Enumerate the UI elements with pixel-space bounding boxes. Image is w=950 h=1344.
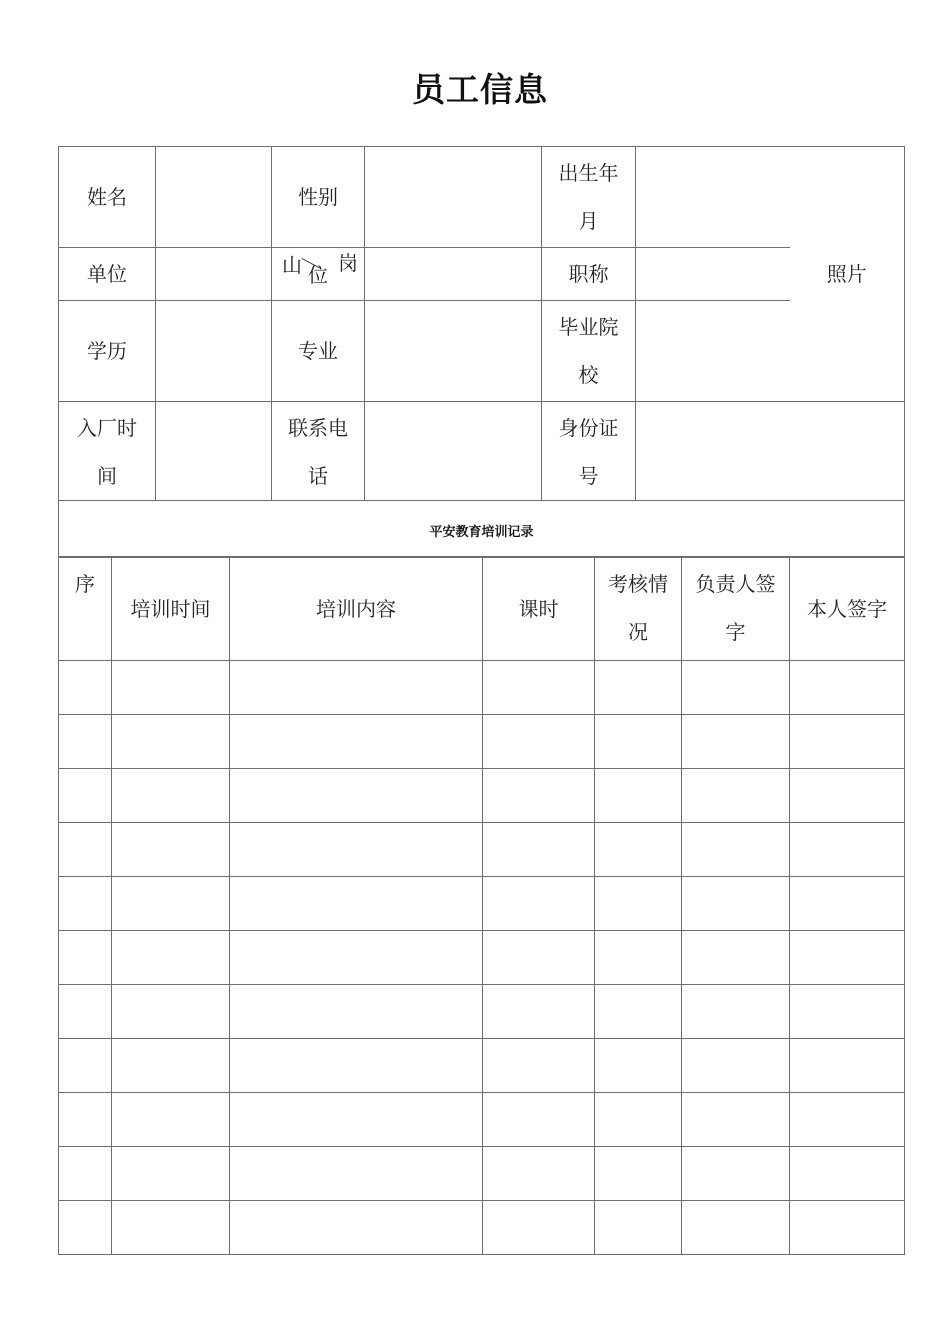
job-title-label: 职称 [542, 248, 636, 301]
seq-cell[interactable] [59, 823, 112, 877]
self-signature-cell[interactable] [790, 769, 905, 823]
assessment-cell[interactable] [595, 769, 682, 823]
seq-cell[interactable] [59, 1093, 112, 1147]
train-content-cell[interactable] [230, 823, 483, 877]
hours-cell[interactable] [483, 985, 595, 1039]
unit-label: 单位 [59, 248, 156, 301]
self-signature-cell[interactable] [790, 823, 905, 877]
leader-signature-cell[interactable] [682, 1093, 790, 1147]
hours-cell[interactable] [483, 1147, 595, 1201]
assessment-cell[interactable] [595, 1201, 682, 1255]
section-title: 平安教育培训记录 [59, 501, 905, 557]
unit-field[interactable] [156, 248, 272, 301]
hours-cell[interactable] [483, 769, 595, 823]
gender-label: 性别 [272, 147, 365, 248]
table-row [59, 985, 905, 1039]
leader-signature-cell[interactable] [682, 823, 790, 877]
train-time-cell[interactable] [112, 1039, 230, 1093]
seq-cell[interactable] [59, 715, 112, 769]
phone-label: 联系电 话 [272, 402, 365, 501]
hours-cell[interactable] [483, 877, 595, 931]
employee-info-table [58, 146, 905, 557]
name-label: 姓名 [59, 147, 156, 248]
table-row [59, 769, 905, 823]
leader-signature-cell[interactable] [682, 715, 790, 769]
major-field[interactable] [365, 301, 542, 402]
self-signature-cell[interactable] [790, 1039, 905, 1093]
seq-cell[interactable] [59, 769, 112, 823]
post-label: 山 位 岗 [272, 248, 365, 301]
train-content-cell[interactable] [230, 1093, 483, 1147]
join-date-label: 入厂时 间 [59, 402, 156, 501]
train-content-cell[interactable] [230, 1147, 483, 1201]
assessment-cell[interactable] [595, 823, 682, 877]
photo-label: 照片 [826, 262, 867, 286]
self-signature-cell[interactable] [790, 931, 905, 985]
header-train-time: 培训时间 [112, 558, 230, 661]
train-content-cell[interactable] [230, 661, 483, 715]
leader-signature-cell[interactable] [682, 1147, 790, 1201]
seq-cell[interactable] [59, 1201, 112, 1255]
self-signature-cell[interactable] [790, 661, 905, 715]
header-train-content: 培训内容 [230, 558, 483, 661]
leader-signature-cell[interactable] [682, 1201, 790, 1255]
assessment-cell[interactable] [595, 931, 682, 985]
train-time-cell[interactable] [112, 661, 230, 715]
school-field[interactable] [636, 301, 790, 402]
self-signature-cell[interactable] [790, 1093, 905, 1147]
train-time-cell[interactable] [112, 931, 230, 985]
train-content-cell[interactable] [230, 1039, 483, 1093]
assessment-cell[interactable] [595, 877, 682, 931]
table-row [59, 1039, 905, 1093]
header-self-signature: 本人签字 [790, 558, 905, 661]
join-date-field[interactable] [156, 402, 272, 501]
name-field[interactable] [156, 147, 272, 248]
training-records-table [58, 557, 905, 1255]
id-number-field[interactable] [636, 402, 905, 501]
hours-cell[interactable] [483, 1039, 595, 1093]
train-time-cell[interactable] [112, 877, 230, 931]
assessment-cell[interactable] [595, 1093, 682, 1147]
leader-signature-cell[interactable] [682, 931, 790, 985]
train-time-cell[interactable] [112, 1201, 230, 1255]
self-signature-cell[interactable] [790, 1147, 905, 1201]
seq-cell[interactable] [59, 985, 112, 1039]
train-time-cell[interactable] [112, 1093, 230, 1147]
leader-signature-cell[interactable] [682, 769, 790, 823]
hours-cell[interactable] [483, 1093, 595, 1147]
self-signature-cell[interactable] [790, 877, 905, 931]
table-row [59, 823, 905, 877]
train-content-cell[interactable] [230, 769, 483, 823]
major-label: 专业 [272, 301, 365, 402]
leader-signature-cell[interactable] [682, 877, 790, 931]
photo-box[interactable] [790, 147, 905, 402]
table-row [59, 661, 905, 715]
hours-cell[interactable] [483, 1201, 595, 1255]
gender-field[interactable] [365, 147, 542, 248]
hours-cell[interactable] [483, 661, 595, 715]
education-field[interactable] [156, 301, 272, 402]
table-row [59, 715, 905, 769]
train-content-cell[interactable] [230, 931, 483, 985]
assessment-cell[interactable] [595, 1039, 682, 1093]
train-time-cell[interactable] [112, 985, 230, 1039]
table-row [59, 877, 905, 931]
leader-signature-cell[interactable] [682, 1039, 790, 1093]
header-leader-signature: 负责人签 字 [682, 558, 790, 661]
phone-field[interactable] [365, 402, 542, 501]
self-signature-cell[interactable] [790, 1201, 905, 1255]
header-seq: 序 [59, 558, 112, 661]
table-row [59, 1201, 905, 1255]
job-title-field[interactable] [636, 248, 790, 301]
train-content-cell[interactable] [230, 985, 483, 1039]
assessment-cell[interactable] [595, 985, 682, 1039]
hours-cell[interactable] [483, 931, 595, 985]
id-number-label: 身份证 号 [542, 402, 636, 501]
self-signature-cell[interactable] [790, 715, 905, 769]
seq-cell[interactable] [59, 1147, 112, 1201]
leader-signature-cell[interactable] [682, 661, 790, 715]
birth-field[interactable] [636, 147, 790, 248]
train-content-cell[interactable] [230, 877, 483, 931]
seq-cell[interactable] [59, 661, 112, 715]
header-assessment: 考核情 况 [595, 558, 682, 661]
birth-label: 出生年 月 [542, 147, 636, 248]
assessment-cell[interactable] [595, 1147, 682, 1201]
train-time-cell[interactable] [112, 769, 230, 823]
assessment-cell[interactable] [595, 715, 682, 769]
train-time-cell[interactable] [112, 1147, 230, 1201]
table-row [59, 1093, 905, 1147]
assessment-cell[interactable] [595, 661, 682, 715]
header-hours: 课时 [483, 558, 595, 661]
train-content-cell[interactable] [230, 1201, 483, 1255]
leader-signature-cell[interactable] [682, 985, 790, 1039]
train-time-cell[interactable] [112, 823, 230, 877]
education-label: 学历 [59, 301, 156, 402]
seq-cell[interactable] [59, 877, 112, 931]
seq-cell[interactable] [59, 1039, 112, 1093]
hours-cell[interactable] [483, 823, 595, 877]
post-field[interactable] [365, 248, 542, 301]
train-content-cell[interactable] [230, 715, 483, 769]
self-signature-cell[interactable] [790, 985, 905, 1039]
page-title: 员工信息 [412, 70, 548, 109]
table-row [59, 1147, 905, 1201]
hours-cell[interactable] [483, 715, 595, 769]
school-label: 毕业院 校 [542, 301, 636, 402]
train-time-cell[interactable] [112, 715, 230, 769]
table-row [59, 931, 905, 985]
records-header-row [59, 558, 905, 661]
seq-cell[interactable] [59, 931, 112, 985]
